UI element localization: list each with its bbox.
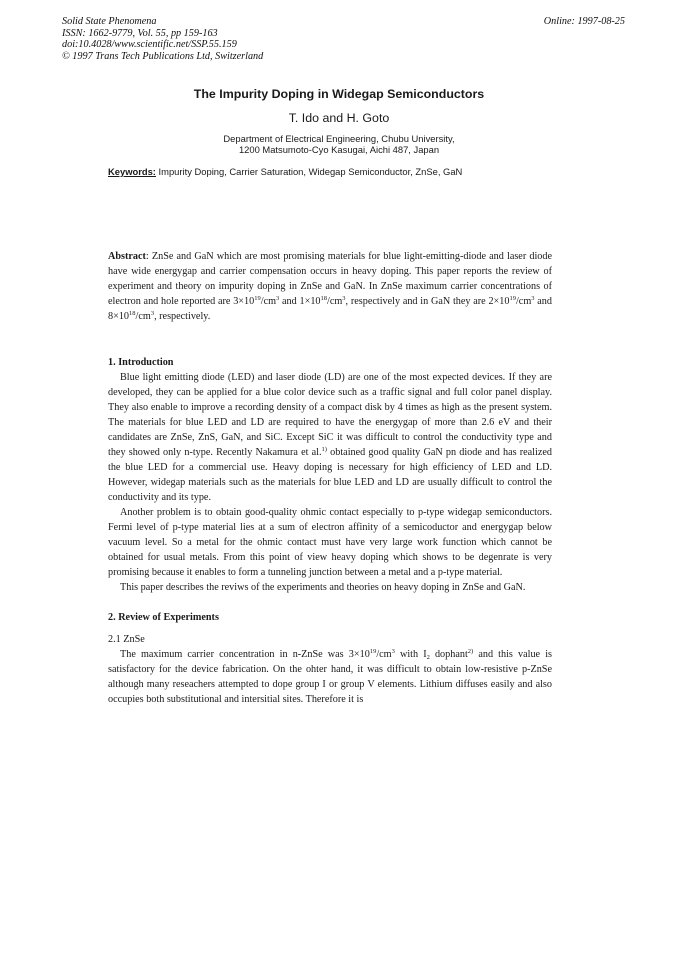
keywords-text: Impurity Doping, Carrier Saturation, Widegap Semiconductor, ZnSe, GaN: [158, 166, 463, 177]
introduction-paragraph-2: Another problem is to obtain good-quality ohmic contact especially to p-type widegap semiconductors. Fermi level of p-type material lies at a sum of electron affinity of a semicoductor and energygap below vacuum level. So a metal for the ohmic contact must have very large work function which cannot be obtained for usual metals. From this point of view heavy doping which shows to be degenrate is very promising because it enables to form a tunneling junction between a metal and a p-type material.: [108, 507, 552, 578]
review-paragraph-1: The maximum carrier concentration in n-ZnSe was $3\times 10^{19}/cm^3$ with $I_2$ dophant$^{2)}$ and this value is satisfactory for the device fabrication. On the ohter hand, it was difficult to obtain low-resistive p-ZnSe although many reseachers attempted to dope group I or group V elements. Lithium diffuses easily and also occupies both substitutional and intersitial sites. Therefore it is: [108, 648, 552, 705]
affiliation: [0, 133, 678, 155]
journal-name: Solid State Phenomena: [62, 16, 157, 27]
issn-line: ISSN: 1662-9779, Vol. 55, pp 159-163: [62, 27, 218, 39]
review-heading: 2. Review of Experiments: [108, 612, 219, 623]
citation-ref: 1): [321, 446, 327, 453]
abstract: [108, 249, 552, 324]
abstract-label: Abstract: [108, 251, 146, 262]
affiliation-line-1: Department of Electrical Engineering, Chubu University,: [223, 133, 455, 144]
review-subheading: 2.1 ZnSe: [108, 634, 145, 645]
abstract-paragraph: Abstract: ZnSe and GaN which are most promising materials for blue light-emitting-diode and laser diode have wide energygap and carrier compensation occurs in heavy doping. This paper reports the review of experiment and theory on impurity doping in ZnSe and GaN. In ZnSe maximum carrier concentrations of electron and hole reported are $3\times 10^{19}/cm^3$ and $1\times 10^{18}/cm^3$, respectively and in GaN they are $2\times 10^{19}/cm^3$ and $8\times 10^{18}/cm^3$, respectively.: [108, 251, 552, 322]
keywords-label: Keywords:: [108, 166, 156, 177]
doi-line[interactable]: doi:10.4028/www.scientific.net/SSP.55.159: [62, 39, 237, 51]
introduction-section: [108, 355, 552, 707]
journal-header: [62, 16, 263, 62]
citation-ref: 2): [467, 648, 474, 655]
keywords: [108, 166, 462, 177]
paper-authors: T. Ido and H. Goto: [288, 111, 390, 125]
online-date: Online: 1997-08-25: [543, 16, 625, 27]
introduction-paragraph-3: This paper describes the reviws of the experiments and theories on heavy doping in ZnSe and GaN.: [120, 582, 526, 593]
introduction-paragraph-1: Blue light emitting diode (LED) and laser diode (LD) are one of the most expected devices. If they are developed, they can be applied for a blue color device such as a traffic signal and full color panel display. They also enable to improve a recording density of a compact disk by 4 times as high as the present system. The materials for blue LED and LD are required to have the energygap of more than 2.6 eV and their candidates are ZnSe, ZnS, GaN, and SiC. Except SiC it was difficult to control the conductivity type and they showed only n-type. Recently Nakamura et al.$^{1)}$ obtained good quality GaN pn diode and has realized the blue LED for a commercial use. Heavy doping is necessary for high efficiency of LED and LD. However, widegap materials such as the materials for blue LED and LD are usually difficult to control the conductivity and its type.: [108, 372, 552, 503]
copyright-line: © 1997 Trans Tech Publications Ltd, Switzerland: [62, 50, 264, 62]
paper-title: The Impurity Doping in Widegap Semiconductors: [193, 87, 485, 101]
introduction-heading: 1. Introduction: [108, 357, 174, 368]
affiliation-line-2: 1200 Matsumoto-Cyo Kasugai, Aichi 487, Japan: [238, 144, 440, 155]
